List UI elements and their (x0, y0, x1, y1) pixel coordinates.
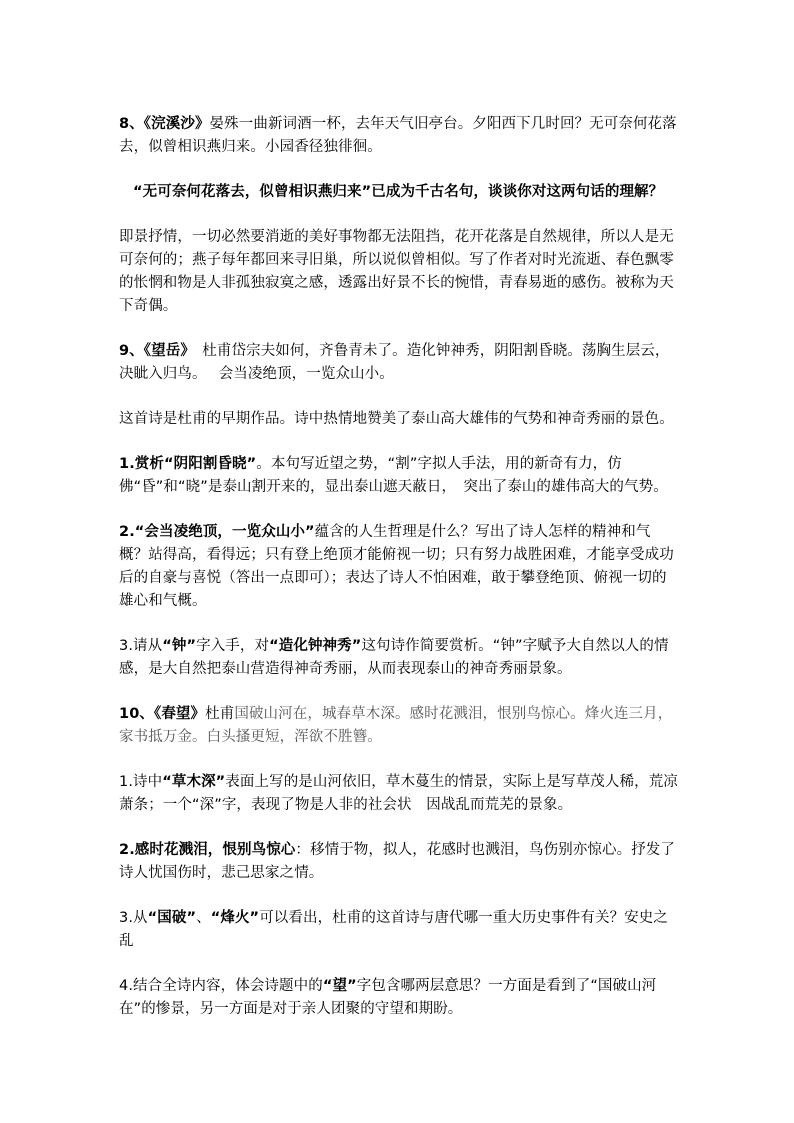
text-segment: 3.请从 (119, 638, 163, 654)
highlight: “草木深” (162, 774, 226, 790)
poem-author: 杜甫 (205, 706, 235, 722)
answer-text: ：移情于物，拟人，花感时也溅泪，鸟伤别亦惊心。抒发了诗人忧国伤时，悲己思家之情。 (119, 842, 676, 881)
text-segment: 4.结合全诗内容，体会诗题中的 (119, 978, 323, 994)
question-wangyue-3 (119, 635, 679, 681)
question-wangyue-2 (119, 521, 679, 613)
question-chunwang-3 (119, 907, 679, 953)
text-segment: 字包含哪两层意思？一方面是看到了“国破山河在”的惨景，另一方面是对于亲人团聚的守望和期盼。 (119, 978, 657, 1017)
question-chunwang-2 (119, 839, 679, 885)
poem-text: 晏殊一曲新词酒一杯，去年天气旧亭台。夕阳西下几时回？无可奈何花落去，似曾相识燕归来。小园香径独徘徊。 (119, 116, 677, 155)
poem-title: 8、《浣溪沙》 (119, 116, 210, 132)
question-head: 2.感时花溅泪，恨别鸟惊心 (119, 842, 296, 858)
text-segment: 、 (196, 910, 211, 926)
question-huanxisha: “无可奈何花落去，似曾相识燕归来”已成为千古名句，谈谈你对这两句话的理解？ (133, 184, 664, 200)
poem-title: 9、《望岳》 (119, 343, 188, 359)
highlight: “造化钟神秀” (269, 638, 362, 654)
answer-text: 。本句写近望之势，“割”字拟人手法，用的新奇有力，仿佛“昏”和“晓”是泰山割开来的，显出泰山遮天蔽日， 突出了泰山的雄伟高大的气势。 (119, 456, 668, 495)
poem-title: 10、《春望》 (119, 706, 206, 722)
poem-text: 杜甫岱宗夫如何，齐鲁青未了。造化钟神秀，阴阳割昏晓。荡胸生层云，决眦入归鸟。 会当凌绝顶，一览众山小。 (119, 343, 670, 382)
poem-text: 国破山河在，城春草木深。感时花溅泪，恨别鸟惊心。烽火连三月，家书抵万金。白头搔更短，浑欲不胜簪。 (119, 706, 673, 745)
poem-huanxisha (119, 113, 679, 159)
question-chunwang-4 (119, 975, 679, 1021)
question-wangyue-1 (119, 453, 679, 499)
intro-wangyue: 这首诗是杜甫的早期作品。诗中热情地赞美了泰山高大雄伟的气势和神奇秀丽的景色。 (119, 411, 674, 427)
answer-huanxisha: 即景抒情，一切必然要消逝的美好事物都无法阻挡，花开花落是自然规律，所以人是无可奈何的；燕子每年都回来寻旧巢，所以说似曾相似。写了作者对时光流逝、春色飘零的怅惘和物是人非孤独寂寞之感，透露出好景不长的惋惜，青春易逝的感伤。被称为天下奇偶。 (119, 229, 674, 314)
answer-text: 蕴含的人生哲理是什么？写出了诗人怎样的精神和气概？站得高，看得远；只有登上绝顶才能俯视一切；只有努力战胜困难，才能享受成功后的自豪与喜悦（答出一点即可）；表达了诗人不怕困难，敢于攀登绝顶、俯视一切的雄心和气概。 (119, 524, 674, 609)
poem-chunwang (119, 703, 679, 749)
question-head: 1.赏析“阴阳割昏晓” (119, 456, 257, 472)
highlight: “望” (322, 978, 357, 994)
question-chunwang-1 (119, 771, 679, 817)
text-segment: 这句诗作简要赏析。“钟”字赋予大自然以人的情感，是大自然把泰山营造得神奇秀丽，从而表现泰山的神奇秀丽景象。 (119, 638, 669, 677)
document-page (119, 113, 679, 1043)
text-segment: 3.从 (119, 910, 148, 926)
text-segment: 可以看出，杜甫的这首诗与唐代哪一重大历史事件有关？安史之乱 (119, 910, 668, 949)
text-segment: 1.诗中 (119, 774, 163, 790)
question-head: 2.“会当凌绝顶，一览众山小” (119, 524, 315, 540)
highlight: “国破” (147, 910, 197, 926)
highlight: “钟” (162, 638, 197, 654)
highlight: “烽火” (210, 910, 260, 926)
text-segment: 字入手，对 (196, 638, 270, 654)
poem-wangyue (119, 340, 679, 386)
text-segment: 表面上写的是山河依旧，草木蔓生的情景，实际上是写草茂人稀，荒凉萧条；一个“深”字，表现了物是人非的社会状 因战乱而荒芜的景象。 (119, 774, 678, 813)
